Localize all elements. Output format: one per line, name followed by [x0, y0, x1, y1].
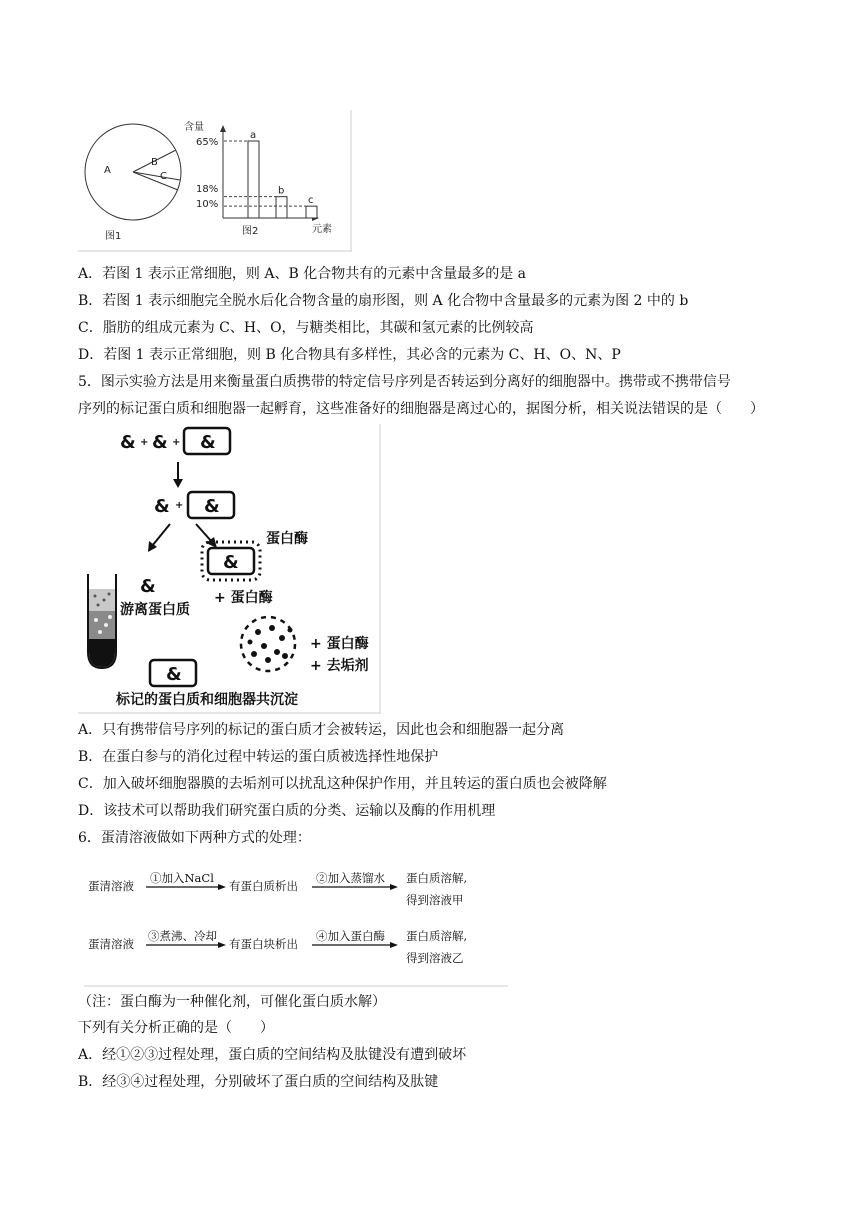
q4-option-c: C．脂肪的组成元素为 C、H、O，与糖类相比，其碳和氢元素的比例较高	[78, 320, 534, 336]
q6-option-a: A．经①②③过程处理，蛋白质的空间结构及肽键没有遭到破坏	[78, 1047, 467, 1063]
fig1-caption: 图1	[105, 231, 122, 242]
flow1-step2: ②加入蒸馏水	[316, 871, 385, 885]
flow2-step1: ③煮沸、冷却	[148, 929, 217, 943]
flow1-mid: 有蛋白质析出	[229, 879, 298, 893]
plus-1: +	[140, 437, 149, 448]
label-protease: 蛋白酶	[266, 531, 308, 547]
q5-option-a: A．只有携带信号序列的标记的蛋白质才会被转运，因此也会和细胞器一起分离	[78, 722, 565, 738]
figure2-caption: 标记的蛋白质和细胞器共沉淀	[116, 692, 298, 708]
q5-option-b: B．在蛋白参与的消化过程中转运的蛋白质被选择性地保护	[78, 749, 439, 765]
y-tick-18: 18%	[196, 184, 219, 195]
symbol-2: &	[152, 432, 168, 453]
y-tick-65: 65%	[196, 137, 219, 148]
q4-option-d: D．若图 1 表示正常细胞，则 B 化合物具有多样性，其必含的元素为 C、H、O、N、P	[78, 347, 621, 363]
symbol-7: &	[140, 576, 156, 597]
flow2-end1: 蛋白质溶解,	[406, 929, 468, 943]
label-plus-detergent: + 去垢剂	[310, 658, 369, 674]
bar-c	[306, 206, 317, 218]
q5-stem-line2: 序列的标记蛋白质和细胞器一起孵育，这些准备好的细胞器是离过心的，据图分析，相关说法错误的是（ ）	[78, 401, 764, 417]
figure-organelle-experiment	[78, 424, 382, 714]
y-axis-label: 含量	[184, 122, 204, 133]
symbol-1: &	[120, 432, 136, 453]
label-free-protein: 游离蛋白质	[120, 602, 190, 618]
q6-note: （注：蛋白酶为一种催化剂，可催化蛋白质水解）	[78, 994, 386, 1010]
fig2-caption: 图2	[242, 226, 259, 237]
flow2-start: 蛋清溶液	[88, 937, 134, 951]
flow2-step2: ④加入蛋白酶	[316, 929, 385, 943]
y-tick-10: 10%	[196, 199, 219, 210]
symbol-8: &	[166, 664, 182, 685]
flow2-mid: 有蛋白块析出	[229, 937, 298, 951]
test-tube	[88, 574, 116, 668]
q5-option-d: D．该技术可以帮助我们研究蛋白质的分类、运输以及酶的作用机理	[78, 803, 496, 819]
bar-label-b: b	[278, 185, 285, 197]
plus-2: +	[172, 437, 181, 448]
bar-chart	[184, 120, 332, 237]
symbol-6: &	[223, 552, 239, 573]
bar-label-a: a	[250, 130, 257, 141]
bar-label-c: c	[308, 195, 314, 207]
pie-label-a: A	[104, 165, 111, 176]
q6-question: 下列有关分析正确的是（ ）	[78, 1020, 274, 1036]
pie-label-b: B	[151, 157, 158, 168]
q5-stem-line1: 5．图示实验方法是用来衡量蛋白质携带的特定信号序列是否转运到分离好的细胞器中。携带或不携带信号	[78, 374, 731, 390]
pie-label-c: C	[160, 171, 167, 182]
q4-option-a: A．若图 1 表示正常细胞，则 A、B 化合物共有的元素中含量最多的是 a	[78, 266, 527, 282]
q6-stem: 6．蛋清溶液做如下两种方式的处理：	[78, 830, 311, 846]
flow1-end2: 得到溶液甲	[406, 893, 464, 907]
flow1-start: 蛋清溶液	[88, 879, 134, 893]
flow1-end1: 蛋白质溶解,	[406, 871, 468, 885]
symbol-5: &	[204, 496, 220, 517]
q5-option-c: C．加入破坏细胞器膜的去垢剂可以扰乱这种保护作用，并且转运的蛋白质也会被降解	[78, 776, 607, 792]
pie-chart	[85, 124, 181, 220]
q4-option-b: B．若图 1 表示细胞完全脱水后化合物含量的扇形图，则 A 化合物中含量最多的元素为图 2 中的 b	[78, 293, 689, 309]
disrupted-organelle	[241, 617, 295, 671]
bar-b	[276, 197, 287, 218]
symbol-4: &	[154, 496, 170, 517]
plus-3: +	[175, 500, 184, 511]
flow-diagram	[84, 860, 510, 988]
q6-option-b: B．经③④过程处理，分别破坏了蛋白质的空间结构及肽键	[78, 1074, 439, 1090]
figure-pie-and-bar	[78, 110, 354, 252]
x-axis-label: 元素	[312, 224, 332, 235]
label-plus-protease-1: + 蛋白酶	[214, 590, 273, 606]
label-plus-protease-2: + 蛋白酶	[310, 636, 369, 652]
flow1-step1: ①加入NaCl	[150, 871, 214, 885]
flow2-end2: 得到溶液乙	[406, 951, 464, 965]
symbol-3: &	[200, 432, 216, 453]
